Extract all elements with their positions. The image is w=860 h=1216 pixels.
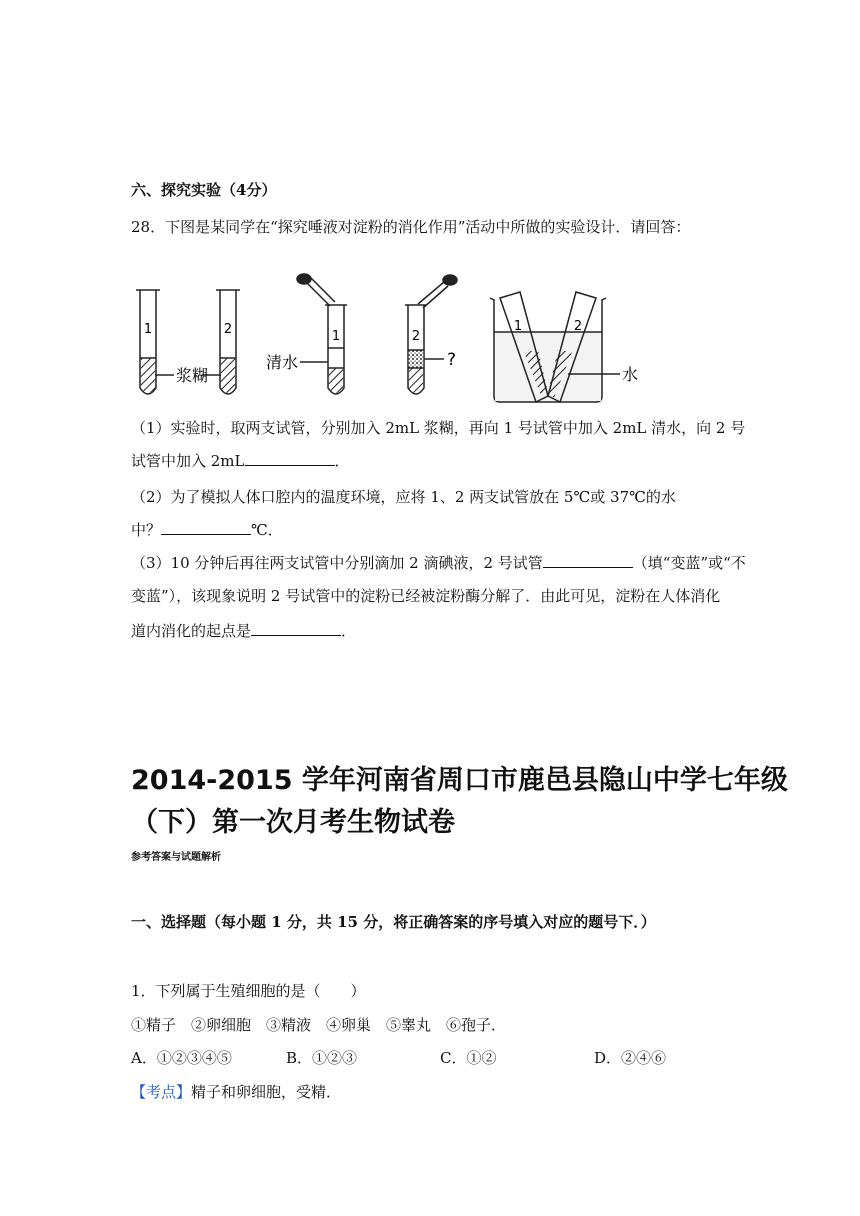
paper-subtitle: 参考答案与试题解析 (131, 852, 221, 863)
beaker-water-bath (490, 292, 620, 402)
answer-blank-1[interactable] (245, 451, 335, 466)
kaodian-text: 精子和卵细胞，受精． (191, 1083, 342, 1101)
option-c[interactable]: C．①② (440, 1049, 497, 1067)
q28-part3-hint: （填“变蓝”或“不 (632, 554, 746, 572)
q28-part2-line2 (131, 519, 283, 540)
q28-part1-line2 (131, 450, 350, 471)
option-d[interactable]: D．②④⑥ (594, 1049, 667, 1067)
answer-blank-3[interactable] (543, 553, 633, 568)
q28-part2-end: ℃． (251, 521, 283, 539)
q28-part3-line1 (131, 552, 746, 573)
question-28-stem: 28．下图是某同学在“探究唾液对淀粉的消化作用”活动中所做的实验设计．请回答： (131, 218, 691, 236)
q28-part3-end: ． (341, 622, 357, 640)
q28-part1-text: 试管中加入 2mL (131, 452, 245, 470)
section-title-choice: 一、选择题（每小题 1 分，共 15 分，将正确答案的序号填入对应的题号下．） (131, 913, 656, 931)
water-label: 清水 (266, 353, 299, 372)
q28-part1-line1: （1）实验时，取两支试管，分别加入 2mL 浆糊，再向 1 号试管中加入 2mL 清水，向 2 号 (131, 419, 746, 437)
experiment-figure (128, 270, 638, 410)
tube-label-1: 1 (143, 322, 153, 337)
paste-label: 浆糊 (176, 366, 209, 385)
question-1-items: ①精子 ②卵细胞 ③精液 ④卵巢 ⑤睾丸 ⑥孢子． (131, 1016, 507, 1034)
tube-label-2: 2 (223, 322, 233, 337)
tube-label-1c: 1 (513, 319, 523, 334)
tube-label-2b: 2 (411, 329, 421, 344)
kaodian-line (131, 1081, 341, 1102)
q28-part3-text: （3）10 分钟后再往两支试管中分别滴加 2 滴碘液，2 号试管 (131, 554, 543, 572)
answer-blank-4[interactable] (251, 621, 341, 636)
test-tube-1 (136, 290, 160, 394)
q28-part1-end: ． (334, 452, 350, 470)
q28-part3-line3 (131, 620, 356, 641)
q28-part2-text: 中？ (131, 521, 162, 539)
option-a[interactable]: A．①②③④⑤ (131, 1049, 232, 1067)
option-b[interactable]: B．①②③ (286, 1049, 358, 1067)
test-tube-2 (216, 290, 240, 394)
paper-title-line1: 2014-2015 学年河南省周口市鹿邑县隐山中学七年级 (131, 765, 788, 796)
answer-blank-2[interactable] (161, 520, 251, 535)
tube-label-2c: 2 (573, 319, 583, 334)
question-1-stem: 1．下列属于生殖细胞的是（ ） (131, 982, 366, 1000)
q28-part3-text2: 道内消化的起点是 (131, 622, 252, 640)
paper-title-line2: （下）第一次月考生物试卷 (131, 807, 455, 838)
q28-part2-line1: （2）为了模拟人体口腔内的温度环境，应将 1、2 两支试管放在 5℃或 37℃的水 (131, 488, 676, 506)
section-title-experiment: 六、探究实验（4分） (131, 181, 277, 199)
tube-label-1b: 1 (331, 329, 341, 344)
q28-part3-line2: 变蓝”），该现象说明 2 号试管中的淀粉已经被淀粉酶分解了．由此可见，淀粉在人体消化 (131, 587, 721, 605)
question-mark-label: ? (447, 350, 457, 370)
beaker-water-label: 水 (622, 365, 638, 384)
kaodian-tag: 【考点】 (131, 1083, 192, 1101)
